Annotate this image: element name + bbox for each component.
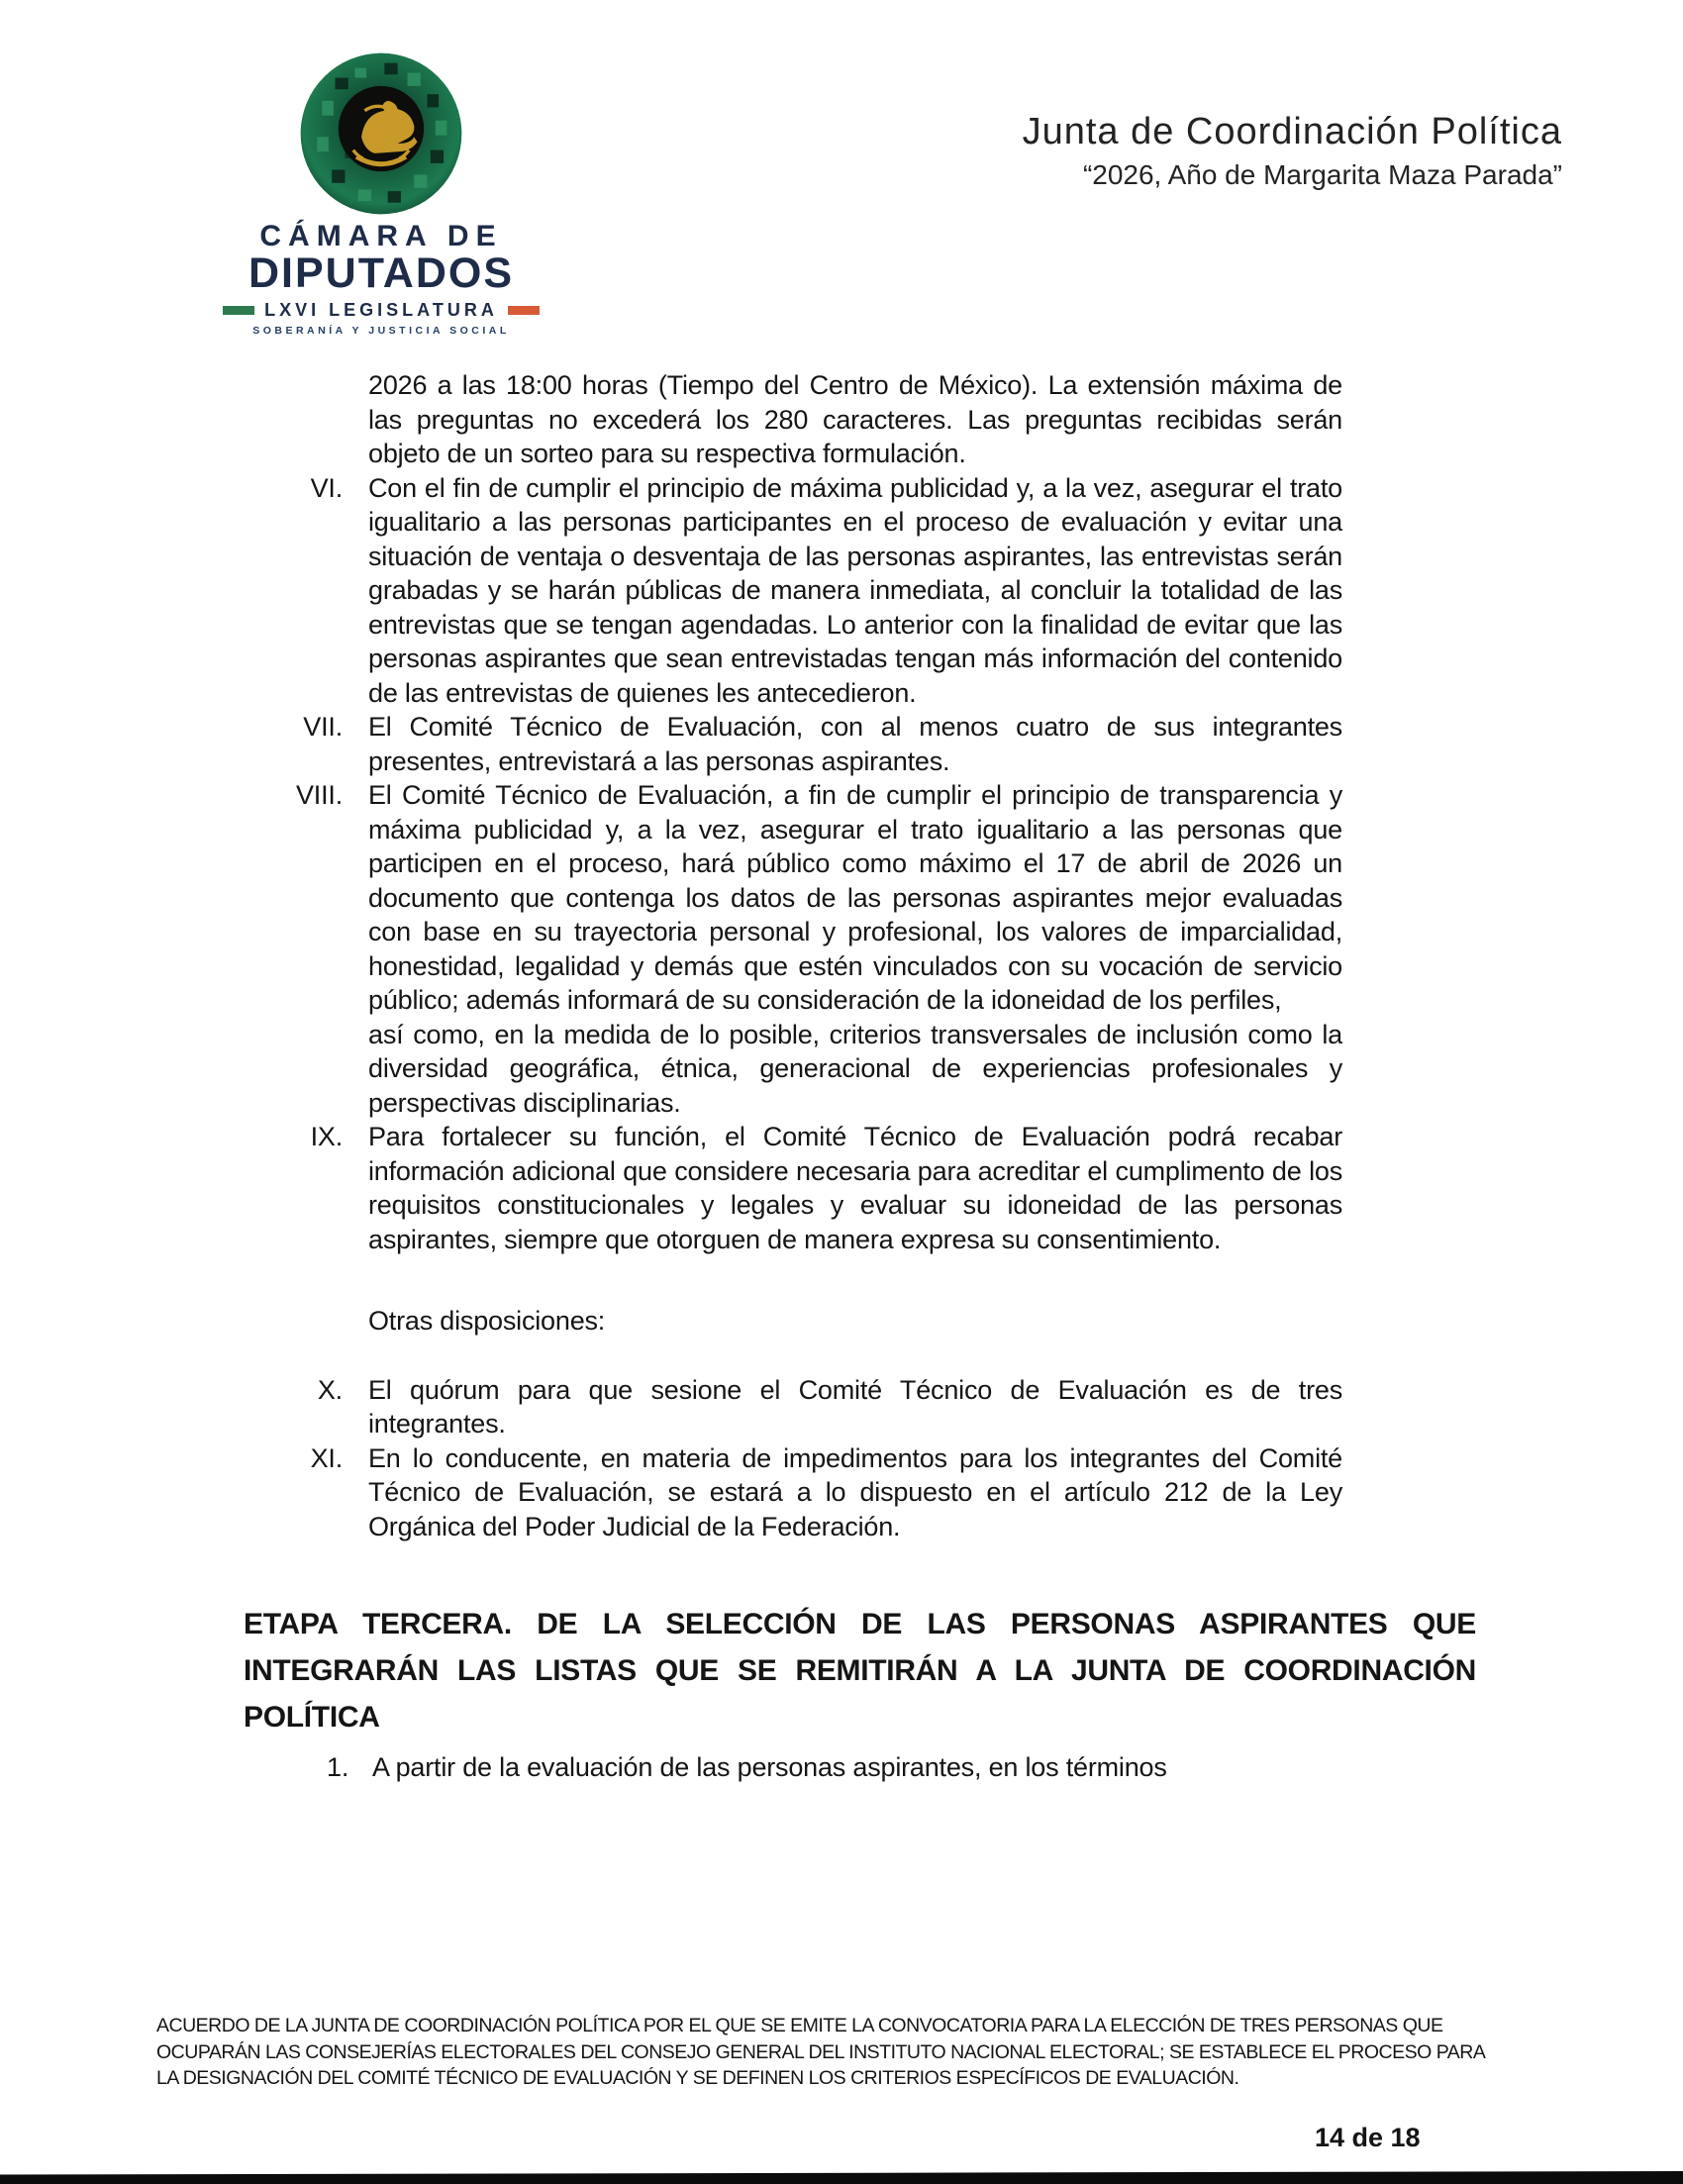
logo-legislature-row <box>223 300 540 321</box>
stage-three-heading: ETAPA TERCERA. DE LA SELECCIÓN DE LAS PERSONAS ASPIRANTES QUE INTEGRARÁN LAS LISTAS QUE SE REMITIRÁN A LA JUNTA DE COORDINACIÓN POLÍTICA <box>244 1608 1476 1734</box>
footer-line: OCUPARÁN LAS CONSEJERÍAS ELECTORALES DEL CONSEJO GENERAL DEL INSTITUTO NACIONAL ELECTORAL; SE ESTABLECE EL PROCESO PARA <box>156 2040 1486 2063</box>
footer-line: LA DESIGNACIÓN DEL COMITÉ TÉCNICO DE EVALUACIÓN Y SE DEFINEN LOS CRITERIOS ESPECÍFICOS DE EVALUACIÓN. <box>156 2067 1239 2089</box>
logo-slogan: SOBERANÍA Y JUSTICIA SOCIAL <box>252 325 510 337</box>
list-numeral: X. <box>317 1374 343 1405</box>
intro-continuation-paragraph: 2026 a las 18:00 horas (Tiempo del Centro de México). La extensión máxima de las preguntas no excederá los 280 caracteres. Las preguntas recibidas serán objeto de un sorteo para su respectiva formulación. <box>368 370 1342 468</box>
list-item-paragraph: El Comité Técnico de Evaluación, a fin de cumplir el principio de transparencia y máxima publicidad y, a la vez, asegurar el trato igualitario a las personas que participen en el proceso, hará público como máximo el 17 de abril de 2026 un documento que contenga los datos de las personas aspirantes mejor evaluadas con base en su trayectoria personal y profesional, los valores de imparcialidad, honestidad, legalidad y demás que estén vinculados con su vocación de servicio público; además informará de su consideración de la idoneidad de los perfiles, <box>368 780 1342 1015</box>
page-number: 14 de 18 <box>1315 2123 1421 2152</box>
list-numeral: VI. <box>310 472 343 503</box>
letterhead <box>1023 111 1562 191</box>
list-item-text <box>368 778 1342 1120</box>
list-numeral: XI. <box>310 1442 343 1473</box>
list-item-viii <box>249 778 1342 1120</box>
camara-diputados-seal-icon <box>297 51 465 216</box>
red-bar-icon <box>508 306 540 315</box>
camara-diputados-logo <box>223 51 540 337</box>
letterhead-subtitle: “2026, Año de Margarita Maza Parada” <box>1082 159 1562 190</box>
list-numeral: IX. <box>310 1122 343 1151</box>
list-item-text: El Comité Técnico de Evaluación, con al menos cuatro de sus integrantes presentes, entrevistará a las personas aspirantes. <box>368 712 1342 776</box>
list-numeral: VIII. <box>295 780 343 810</box>
letterhead-title: Junta de Coordinación Política <box>1022 111 1562 152</box>
list-item-paragraph: así como, en la medida de lo posible, criterios transversales de inclusión como la diversidad geográfica, étnica, generacional de experiencias profesionales y perspectivas disciplinarias. <box>368 1019 1342 1118</box>
other-provisions-list <box>249 1373 1342 1544</box>
logo-legislature: LXVI LEGISLATURA <box>264 300 498 320</box>
list-item-text: En lo conducente, en materia de impedimentos para los integrantes del Comité Técnico de Evaluación, se estará a lo dispuesto en el artículo 212 de la Ley Orgánica del Poder Judicial de la Federación. <box>368 1442 1342 1541</box>
footer-legal-note <box>156 2013 1542 2092</box>
list-item-xi <box>249 1441 1342 1544</box>
footer-line: ACUERDO DE LA JUNTA DE COORDINACIÓN POLÍTICA POR EL QUE SE EMITE LA CONVOCATORIA PARA LA ELECCIÓN DE TRES PERSONAS QUE <box>156 2015 1443 2036</box>
logo-diputados: DIPUTADOS <box>248 249 515 297</box>
logo-camara-de: CÁMARA DE <box>259 220 503 252</box>
other-provisions-heading: Otras disposiciones: <box>368 1306 606 1336</box>
scan-edge-bar <box>0 2171 1683 2184</box>
list-item-vi <box>249 471 1342 711</box>
list-item-ix <box>249 1120 1342 1256</box>
green-bar-icon <box>223 306 254 315</box>
list-item-x <box>249 1373 1342 1441</box>
list-numeral: VII. <box>303 712 343 742</box>
list-item-vii <box>249 710 1342 778</box>
item-text: A partir de la evaluación de las personas aspirantes, en los términos <box>372 1752 1167 1782</box>
numbered-item-1 <box>327 1750 1342 1785</box>
item-number: 1. <box>327 1752 349 1782</box>
list-item-text: Con el fin de cumplir el principio de máxima publicidad y, a la vez, asegurar el trato igualitario a las personas participantes en el proceso de evaluación y evitar una situación de ventaja o desventaja de las personas aspirantes, las entrevistas serán grabadas y se harán públicas de manera inmediata, al concluir la totalidad de las entrevistas que se tengan agendadas. Lo anterior con la finalidad de evitar que las personas aspirantes que sean entrevistadas tengan más información del contenido de las entrevistas de quienes les antecedieron. <box>368 472 1342 708</box>
list-item-text: Para fortalecer su función, el Comité Técnico de Evaluación podrá recabar información adicional que considere necesaria para acreditar el cumplimento de los requisitos constitucionales y legales y evaluar su idoneidad de las personas aspirantes, siempre que otorguen de manera expresa su consentimiento. <box>368 1122 1342 1254</box>
list-item-text: El quórum para que sesione el Comité Técnico de Evaluación es de tres integrantes. <box>368 1374 1342 1439</box>
document-body <box>244 368 1476 1785</box>
